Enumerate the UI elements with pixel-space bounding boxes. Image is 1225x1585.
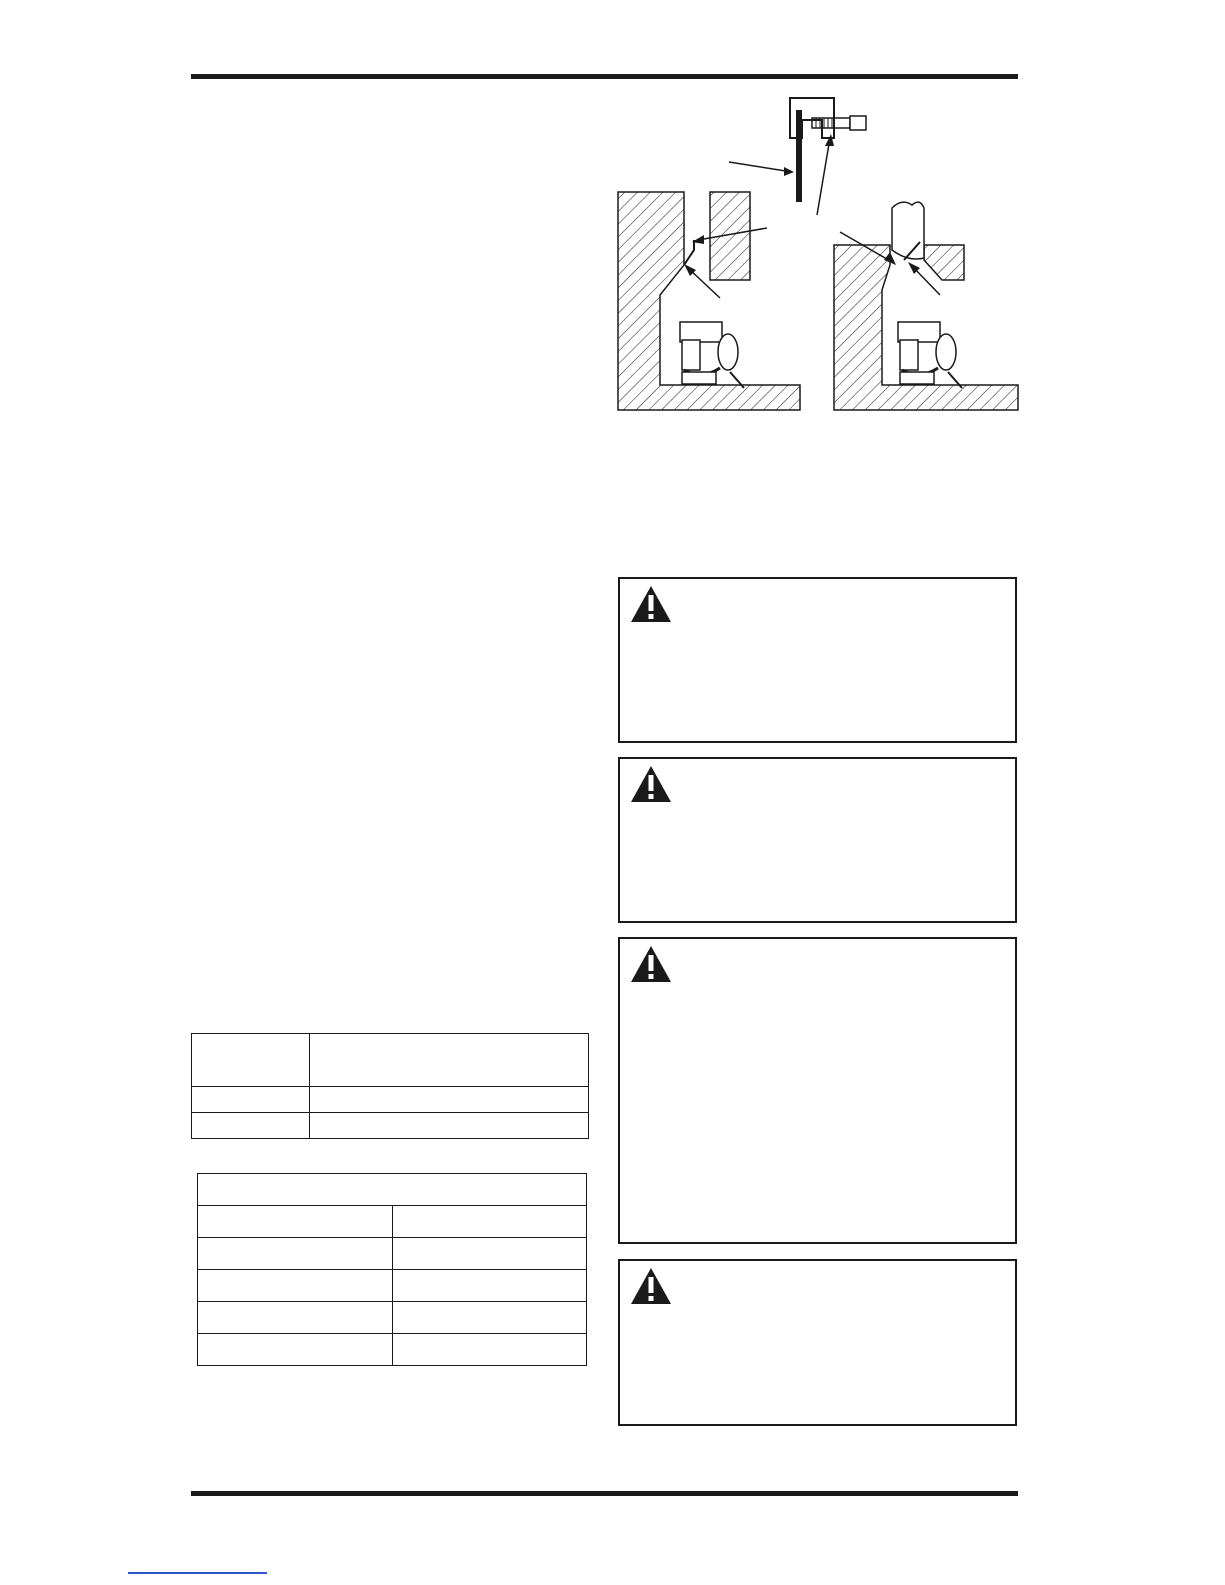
table-row — [198, 1238, 587, 1270]
warning-box — [618, 937, 1017, 1244]
link-underline[interactable] — [128, 1572, 267, 1574]
table-row — [198, 1302, 587, 1334]
heater-icon — [680, 322, 744, 388]
table-row — [192, 1034, 589, 1087]
table-cell — [393, 1302, 587, 1334]
table-cell — [198, 1334, 393, 1366]
table-cell — [310, 1087, 589, 1113]
table-row — [198, 1334, 587, 1366]
table-cell — [393, 1238, 587, 1270]
table-cell — [393, 1270, 587, 1302]
installation-figure — [612, 90, 1022, 420]
table-cell — [192, 1113, 310, 1139]
warning-triangle-icon — [629, 1266, 673, 1306]
spec-table-1 — [191, 1033, 589, 1139]
table-cell — [198, 1302, 393, 1334]
table-row — [198, 1206, 587, 1238]
table-cell — [198, 1174, 587, 1206]
warning-triangle-icon — [629, 944, 673, 984]
table-row — [198, 1270, 587, 1302]
header-rule — [191, 74, 1018, 79]
table-cell — [198, 1270, 393, 1302]
spec-table-2 — [197, 1173, 587, 1366]
table-row — [192, 1087, 589, 1113]
table-cell — [393, 1334, 587, 1366]
warning-triangle-icon — [629, 584, 673, 624]
warning-box — [618, 1259, 1017, 1426]
warning-box — [618, 757, 1017, 923]
table-cell — [198, 1206, 393, 1238]
table-cell — [192, 1087, 310, 1113]
warning-triangle-icon — [629, 764, 673, 804]
table-row — [192, 1113, 589, 1139]
footer-rule — [191, 1491, 1018, 1496]
table-row — [198, 1174, 587, 1206]
warning-box — [618, 577, 1017, 743]
table-cell — [192, 1034, 310, 1087]
table-cell — [393, 1206, 587, 1238]
heater-icon — [898, 322, 962, 388]
table-cell — [198, 1238, 393, 1270]
table-cell — [310, 1113, 589, 1139]
table-cell — [310, 1034, 589, 1087]
damper-plate-icon — [796, 110, 802, 202]
